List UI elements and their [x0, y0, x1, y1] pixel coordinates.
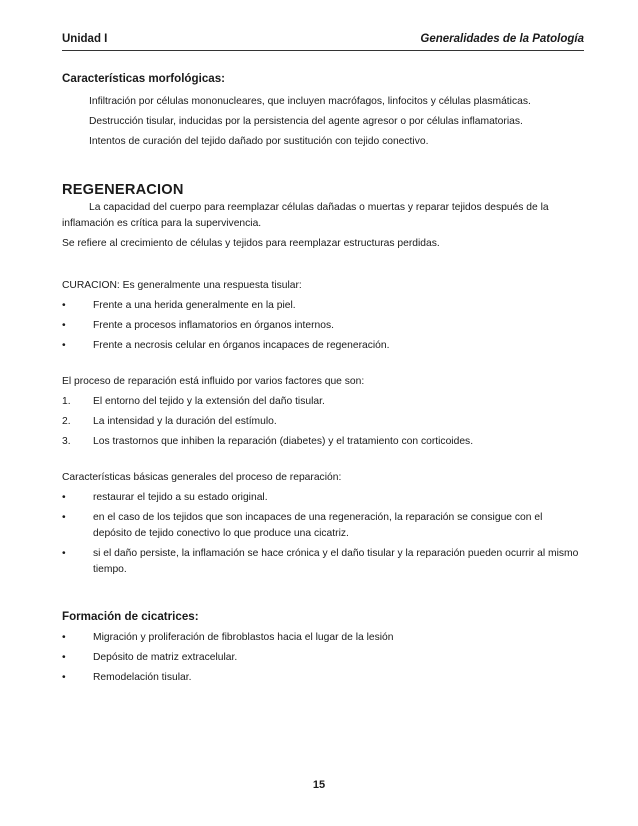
- page-content: [62, 70, 584, 690]
- paragraph: Se refiere al crecimiento de células y tejidos para reemplazar estructuras perdidas.: [62, 238, 440, 249]
- numbered-list: [62, 394, 584, 450]
- section-factores: [62, 374, 584, 450]
- header-chapter-title: Generalidades de la Patología: [420, 33, 584, 45]
- paragraph: Destrucción tisular, inducidas por la persistencia del agente agresor o por células inflamatorias.: [89, 116, 523, 127]
- list-item: 1. El entorno del tejido y la extensión del daño tisular.: [62, 394, 584, 410]
- list-number: 3.: [62, 436, 71, 447]
- list-item: • si el daño persiste, la inflamación se hace crónica y el daño tisular y la reparación pueden ocurrir al mismo tiempo.: [62, 548, 579, 575]
- section-heading: REGENERACION: [62, 182, 184, 198]
- list-item: • Frente a procesos inflamatorios en órganos internos.: [62, 318, 584, 334]
- bullet-marker: •: [62, 512, 66, 523]
- bullet-marker: •: [62, 320, 66, 331]
- list-item: • en el caso de los tejidos que son incapaces de una regeneración, la reparación se consigue con el depósito de tejido conectivo lo que produce una cicatriz.: [62, 512, 543, 539]
- bullet-list: [62, 490, 584, 578]
- section-cicatrices: [62, 608, 584, 686]
- page-header: [62, 33, 584, 51]
- list-item: • Frente a necrosis celular en órganos incapaces de regeneración.: [62, 338, 584, 354]
- section-basicas: [62, 470, 584, 578]
- list-item: 2. La intensidad y la duración del estímulo.: [62, 414, 584, 430]
- section-heading: Características morfológicas:: [62, 72, 226, 85]
- bullet-marker: •: [62, 548, 66, 559]
- list-item: • Migración y proliferación de fibroblastos hacia el lugar de la lesión: [62, 630, 584, 646]
- bullet-marker: •: [62, 672, 66, 683]
- bullet-marker: •: [62, 300, 66, 311]
- list-item: • Remodelación tisular.: [62, 670, 584, 686]
- bullet-marker: •: [62, 632, 66, 643]
- list-item: • Depósito de matriz extracelular.: [62, 650, 584, 666]
- bullet-marker: •: [62, 492, 66, 503]
- section-caracteristicas: [62, 70, 584, 150]
- paragraph: El proceso de reparación está influido por varios factores que son:: [62, 376, 365, 387]
- bullet-marker: •: [62, 340, 66, 351]
- list-number: 1.: [62, 396, 71, 407]
- list-item: • restaurar el tejido a su estado original.: [62, 490, 584, 506]
- header-unit: Unidad I: [62, 33, 108, 45]
- paragraph: CURACION: Es generalmente una respuesta tisular:: [62, 280, 302, 291]
- paragraph: La capacidad del cuerpo para reemplazar células dañadas o muertas y reparar tejidos después de la inflamación es crítica para la supervivencia.: [62, 202, 549, 229]
- paragraph: Intentos de curación del tejido dañado por sustitución con tejido conectivo.: [89, 136, 429, 147]
- bullet-marker: •: [62, 652, 66, 663]
- list-item: 3. Los trastornos que inhiben la reparación (diabetes) y el tratamiento con corticoides.: [62, 434, 584, 450]
- paragraph: Características básicas generales del proceso de reparación:: [62, 472, 342, 483]
- list-item: • Frente a una herida generalmente en la piel.: [62, 298, 584, 314]
- list-number: 2.: [62, 416, 71, 427]
- section-curacion: [62, 278, 584, 354]
- section-regeneracion: [62, 180, 584, 252]
- section-heading: Formación de cicatrices:: [62, 610, 199, 623]
- bullet-list: [62, 298, 584, 354]
- paragraph: Infiltración por células mononucleares, que incluyen macrófagos, linfocitos y células plasmáticas.: [89, 96, 531, 107]
- header-divider: [62, 50, 584, 51]
- bullet-list: [62, 630, 584, 686]
- page-number: 15: [312, 779, 326, 791]
